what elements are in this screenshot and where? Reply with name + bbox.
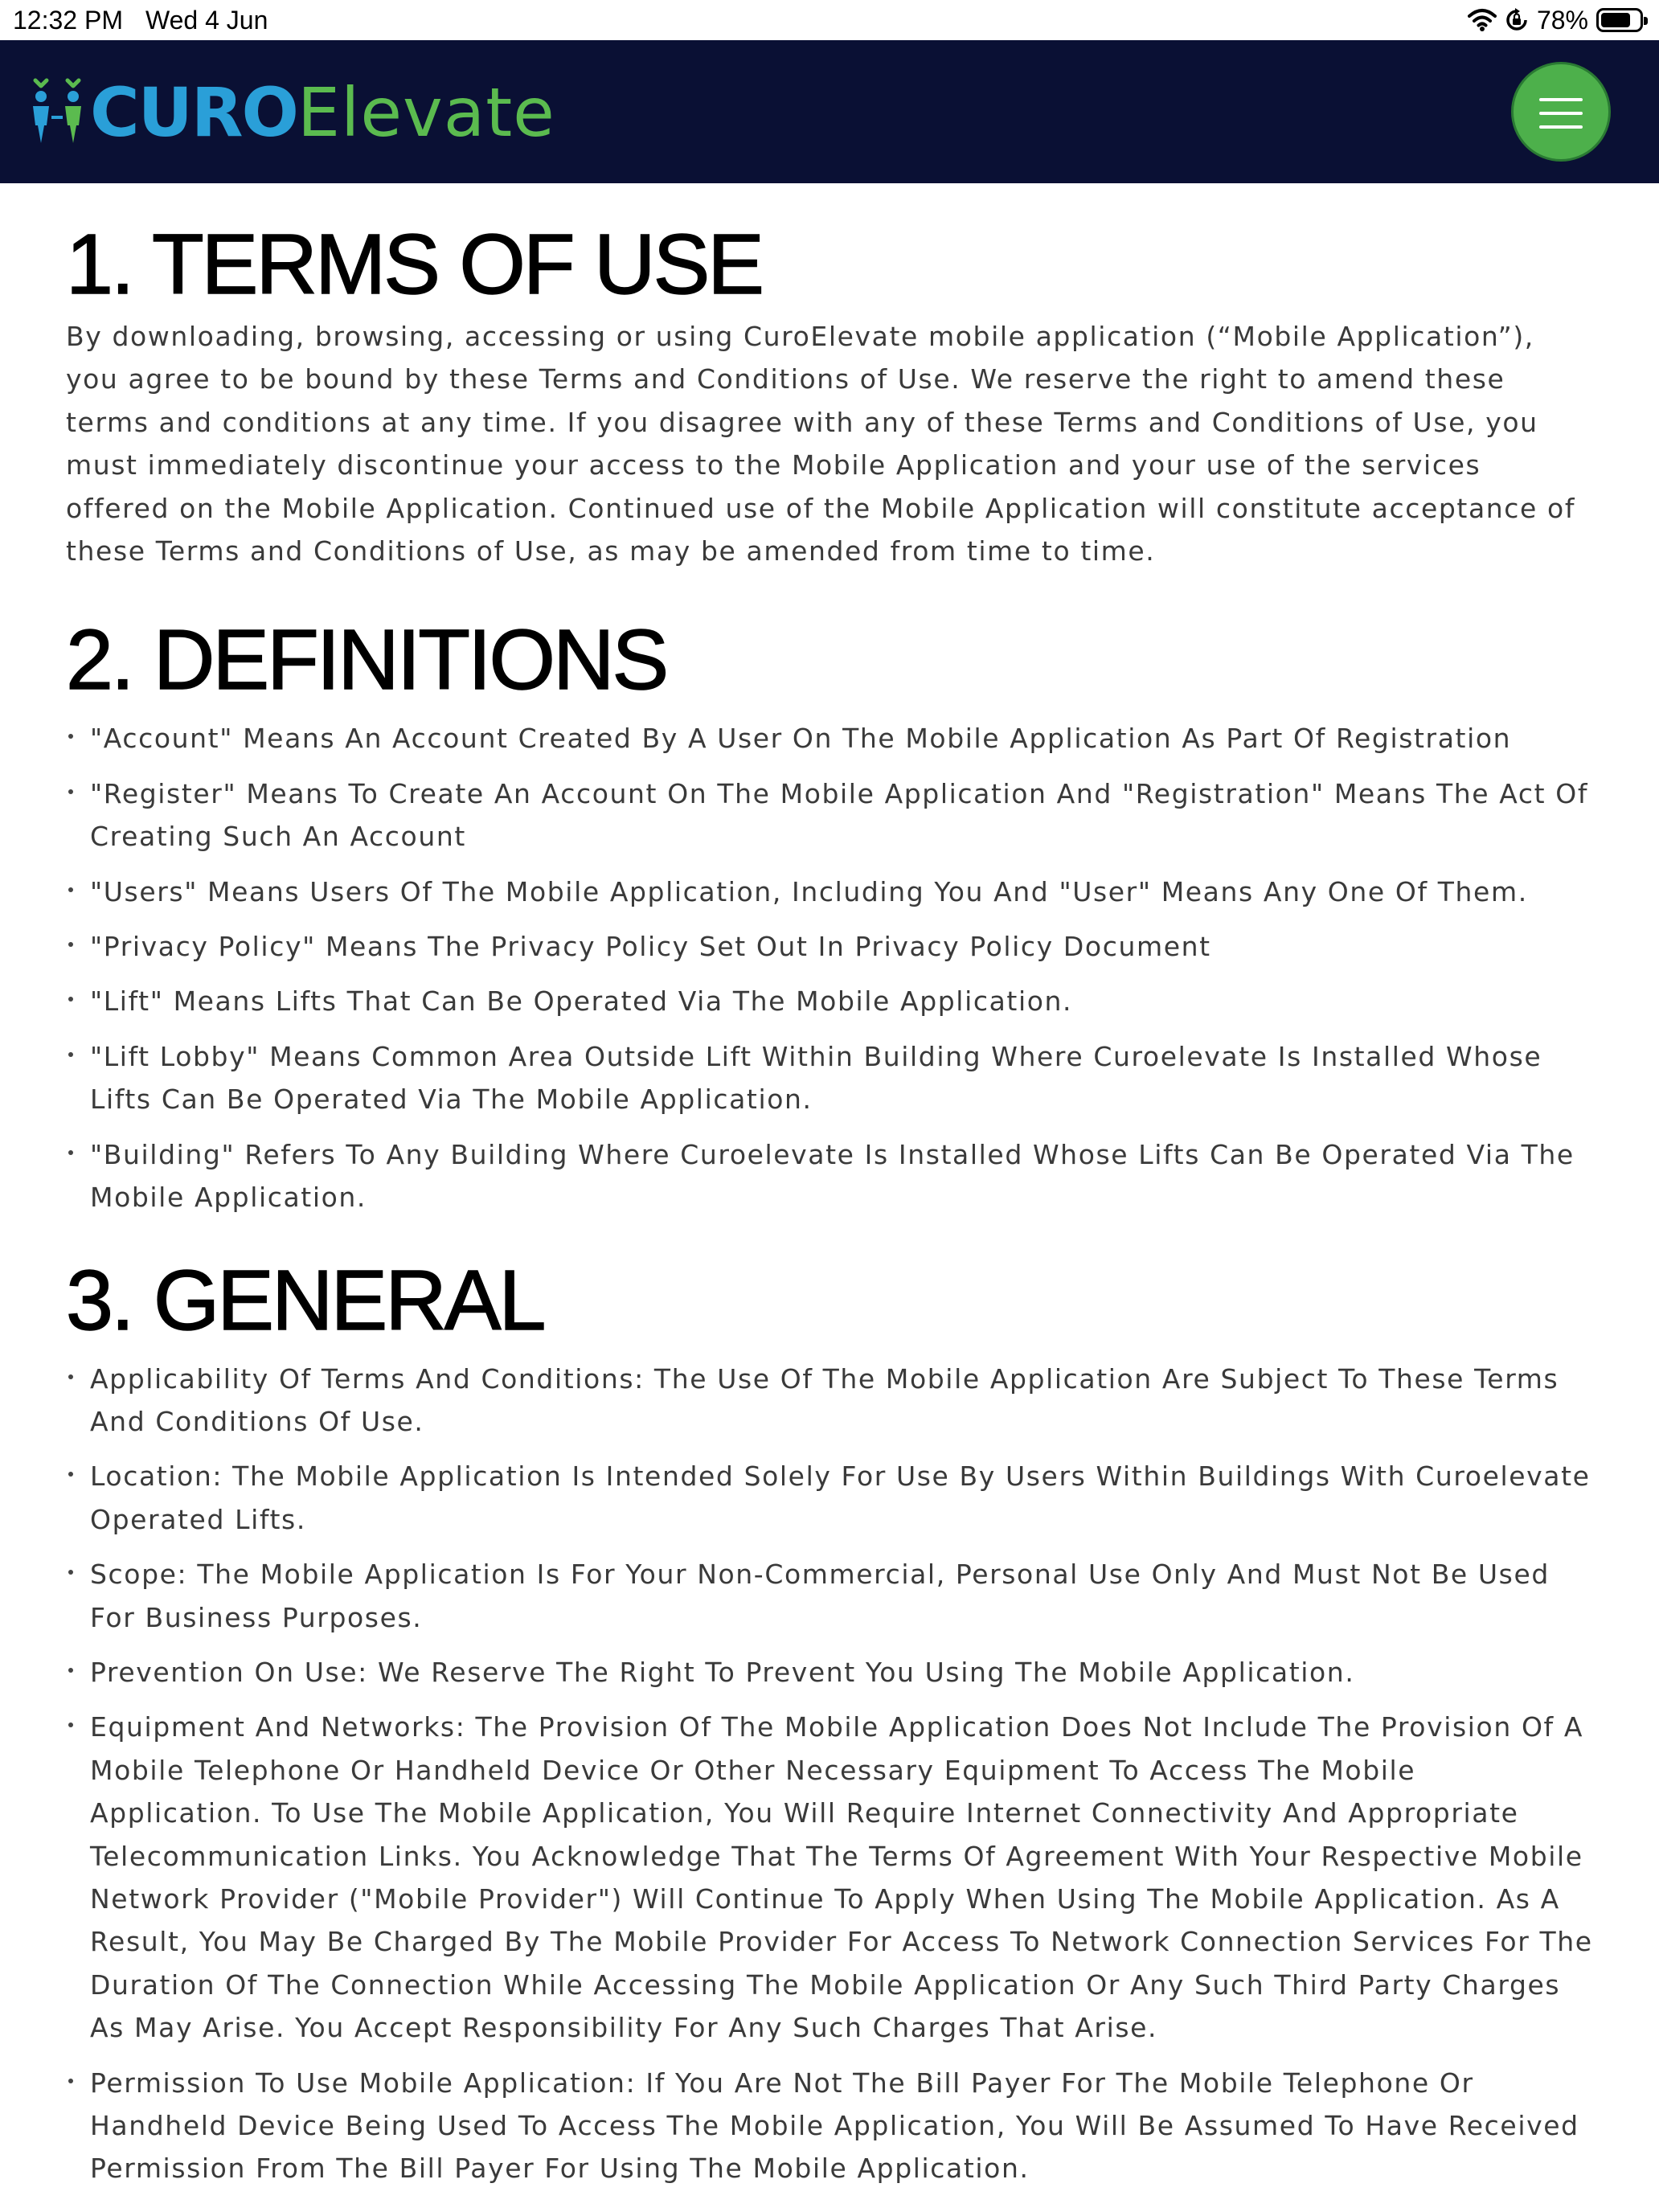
logo-text-curo: CURO	[90, 73, 297, 152]
section-heading: 1. TERMS OF USE	[66, 217, 762, 312]
list-item: Location: The Mobile Application Is Intended Solely For Use By Users Within Buildings With Curoelevate Operated Lifts.	[66, 1455, 1593, 1541]
app-header	[0, 40, 1659, 183]
list-item: "Register" Means To Create An Account On The Mobile Application And "Registration" Means The Act Of Creating Such An Account	[66, 772, 1593, 858]
section-paragraph: By downloading, browsing, accessing or using CuroElevate mobile application (“Mobile Application”), you agree to be bound by these Terms and Conditions of Use. We reserve the right to amend these terms and conditions at any time. If you disagree with any of these Terms and Conditions of Use, you must immediately discontinue your access to the Mobile Application and your use of the services offered on the Mobile Application. Continued use of the Mobile Application will constitute acceptance of these Terms and Conditions of Use, as may be amended from time to time.	[66, 321, 1576, 567]
terms-content	[66, 217, 1593, 2202]
definitions-list	[66, 717, 1593, 1219]
battery-percent: 78%	[1536, 5, 1588, 35]
list-item: "Lift Lobby" Means Common Area Outside Lift Within Building Where Curoelevate Is Installed Whose Lifts Can Be Operated Via The Mobile Application.	[66, 1035, 1593, 1121]
orientation-lock-icon	[1505, 8, 1529, 32]
list-item: "Building" Refers To Any Building Where Curoelevate Is Installed Whose Lifts Can Be Operated Via The Mobile Application.	[66, 1133, 1593, 1219]
list-item: Permission To Use Mobile Application: If You Are Not The Bill Payer For The Mobile Telephone Or Handheld Device Being Used To Access The Mobile Application, You Will Be Assumed To Have Received Permission From The Bill Payer For Using The Mobile Application.	[66, 2062, 1593, 2190]
logo-text-elevate: Elevate	[297, 73, 555, 152]
list-item: "Lift" Means Lifts That Can Be Operated Via The Mobile Application.	[66, 980, 1593, 1022]
brand-logo[interactable]	[29, 72, 555, 153]
list-item: Applicability Of Terms And Conditions: The Use Of The Mobile Application Are Subject To These Terms And Conditions Of Use.	[66, 1358, 1593, 1444]
battery-cap	[1644, 17, 1648, 25]
section-heading: 3. GENERAL	[66, 1252, 544, 1348]
battery-level	[1601, 13, 1630, 27]
status-right	[1468, 3, 1648, 37]
section-terms-of-use	[66, 217, 1593, 572]
list-item: Equipment And Networks: The Provision Of The Mobile Application Does Not Include The Provision Of A Mobile Telephone Or Handheld Device Or Other Necessary Equipment To Access The Mobile Application. To Use The Mobile Application, You Will Require Internet Connectivity And Appropriate Telecommunication Links. You Acknowledge That The Terms Of Agreement With Your Respective Mobile Network Provider ("Mobile Provider") Will Continue To Apply When Using The Mobile Application. As A Result, You May Be Charged By The Mobile Provider For Access To Network Connection Services For The Duration Of The Connection While Accessing The Mobile Application Or Any Such Third Party Charges As May Arise. You Accept Responsibility For Any Such Charges That Arise.	[66, 1706, 1593, 2049]
status-bar	[0, 0, 1659, 40]
section-heading: 2. DEFINITIONS	[66, 612, 667, 708]
list-item: "Users" Means Users Of The Mobile Application, Including You And "User" Means Any One Of Them.	[66, 870, 1593, 913]
hamburger-icon-bar	[1539, 112, 1583, 115]
menu-button[interactable]	[1511, 62, 1611, 162]
wifi-icon	[1468, 8, 1497, 32]
status-date: Wed 4 Jun	[145, 6, 268, 35]
people-logo-icon	[29, 77, 85, 148]
general-list	[66, 1358, 1593, 2190]
list-item: "Account" Means An Account Created By A User On The Mobile Application As Part Of Registration	[66, 717, 1593, 760]
section-general	[66, 1253, 1593, 2190]
list-item: Prevention On Use: We Reserve The Right To Prevent You Using The Mobile Application.	[66, 1651, 1593, 1694]
list-item: Scope: The Mobile Application Is For Your Non-Commercial, Personal Use Only And Must Not Be Used For Business Purposes.	[66, 1553, 1593, 1639]
status-time: 12:32 PM	[13, 6, 123, 35]
battery-icon	[1596, 8, 1643, 32]
hamburger-icon-bar	[1539, 125, 1583, 129]
list-item: "Privacy Policy" Means The Privacy Policy Set Out In Privacy Policy Document	[66, 925, 1593, 968]
hamburger-icon	[1539, 98, 1583, 101]
status-left	[13, 3, 268, 37]
section-definitions	[66, 612, 1593, 1219]
